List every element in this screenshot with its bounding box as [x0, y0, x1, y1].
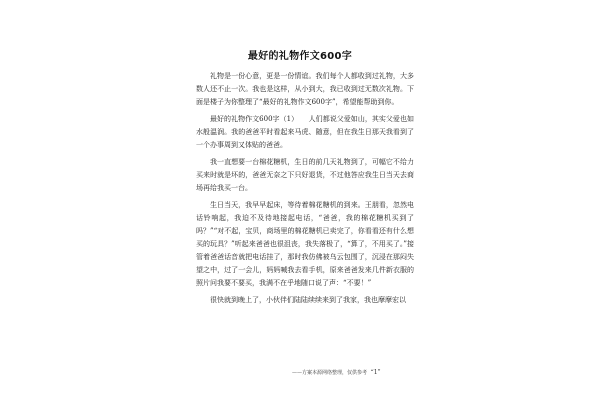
- article-body: [196, 70, 414, 311]
- page-title: 最好的礼物作文600字: [247, 51, 353, 62]
- paragraph: 生日当天，我早早起床，等待着棉花糖机的到来。王朋看，忽然电话铃响起，我迫不及待地接起电话，“爸爸，我的棉花糖机买到了吗？”“对不起，宝贝，商场里的棉花糖机已卖完了，你看看还有什么想买的玩具？”听起来爸爸也很沮丧，我失落极了，“算了，不用买了。”接管着爸爸话音就把电话挂了，那时我仿佛被乌云包围了，沉浸在那闷失望之中，过了一会儿，妈妈喊我去看手机，原来爸爸发来几件新衣服的照片问我要不要买，我满不在乎地随口说了声：“不要！”: [196, 201, 414, 287]
- paragraph: 我一直想要一台棉花糖机，生日的前几天礼物到了，可幅它不给力买来时就是坏的，爸爸无奈之下只好退货，不过他答应我生日当天去商场再给我买一台。: [196, 158, 414, 192]
- footer-note: ——方案本源网络整理，仅供参考: [292, 370, 368, 376]
- page-footer: [292, 369, 381, 376]
- page-number-value: 1: [373, 369, 378, 376]
- page-number: “1”: [370, 369, 381, 376]
- paragraph: 很快就到晚上了，小伙伴们陆陆续续来到了我家，我也摩摩宏以: [210, 296, 406, 304]
- paragraph: 最好的礼物作文600字（1） 人们都说父爱如山，其实父爱也如水般温润。我的爸爸平时看起来马虎、随意，但在我生日那天我看到了一个办事周到又体贴的爸爸。: [196, 115, 414, 149]
- paragraph: 礼物是一份心意，更是一份情谊。我们每个人都收到过礼物，大多数人还不止一次。我也是这样，从小到大，我已收到过无数次礼物。下面是楼子为你整理了“最好的礼物作文600字”，希望能帮助到你。: [196, 72, 414, 106]
